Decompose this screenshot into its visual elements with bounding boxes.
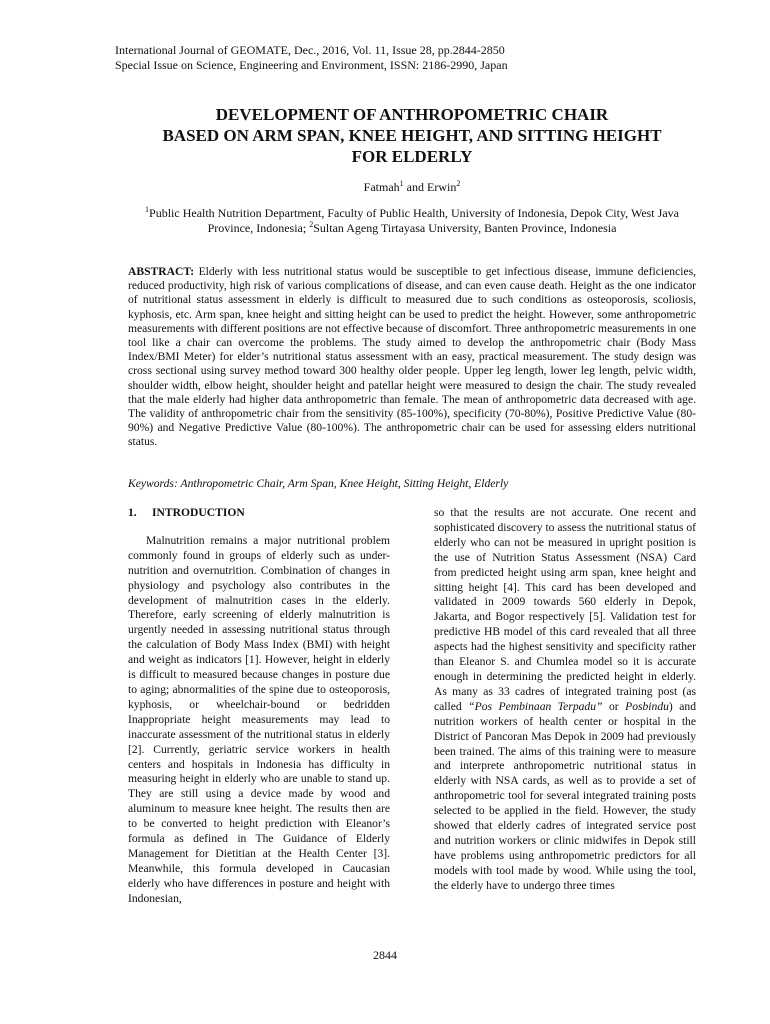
right-text-part-1: so that the results are not accurate. One recent and sophisticated discovery to assess the nutritional status of elderly who can not be measured in upright position is the use of Nutrition Status Assessment (NSA) Card from predicted height using arm span, knee height and sitting height [4]. This card has been developed and validated in 2009 towards 560 elderly in Depok, Jakarta, and Bogor respectively [5]. Validation test for predictive HB model of this card revealed that all three aspects had the highest sensitivity and specificity rather than Eleanor S. and Chumlea model so it is accurate enough in determining the predicted height in elderly. As many as 33 cadres of integrated training post (as called (434, 506, 696, 713)
right-italic-posbindu: Posbindu (625, 699, 669, 713)
journal-header (115, 43, 508, 73)
affil-1-text: Public Health Nutrition Department, Faculty of Public Health, University of Indonesia, Depok City, West Java Province, Indonesia; (149, 206, 679, 235)
journal-line-1: International Journal of GEOMATE, Dec., 2016, Vol. 11, Issue 28, pp.2844-2850 (115, 43, 505, 57)
abstract (128, 265, 696, 450)
affiliations (125, 206, 699, 236)
right-text-part-3: ) and nutrition workers of health center or hospital in the District of Pancoran Mas Depok in 2009 had previously been trained. The aims of this training were to measure and interprete anthropometric nutritional status in elderly with NSA cards, as well as to provide a set of anthropometric tool for several integrated training posts selected to be applied in the field. However, the study showed that elderly cadres of integrated service post and nutrition workers or clinic midwifes in Depok still have problems using anthropometric predictors for all models with tool made by wood. While using the tool, the elderly have to undergo three times (434, 699, 697, 892)
author-1: Fatmah (363, 180, 400, 194)
abstract-label: ABSTRACT: (128, 265, 195, 278)
title-line-3: FOR ELDERLY (351, 147, 473, 166)
affil-2-text: Sultan Ageng Tirtayasa University, Banten Province, Indonesia (313, 221, 617, 235)
author-1-affil-mark: 1 (399, 179, 404, 188)
intro-paragraph-left: Malnutrition remains a major nutritional problem commonly found in groups of elderly such as under-nutrition and overnutrition. Combination of changes in physiology and psychology also contributes in the development of malnutrition cases in the elderly. Therefore, early screening of elderly malnutrition is urgently needed in assessing nutritional status through the calculation of Body Mass Index (BMI) with height and weight as indicators [1]. However, height in elderly is difficult to measured because changes in posture due to aging; abnormalities of the spine due to osteoporosis, kyphosis, or wheelchair-bound or bedridden Inappropriate height measurements may lead to inaccurate assessment of the nutritional status in elderly [2]. Currently, geriatric service workers in health centers and hospitals in Indonesia has difficulty in measuring height in elderly who are unable to stand up. They are still using a device made by wood and aluminum to measure knee height. The results then are to be converted to height prediction with Eleanor’s formula as defined in The Guidance of Elderly Management for Dietitian at the Health Center [3]. Meanwhile, this formula developed in Caucasian elderly who have differences in posture and height with Indonesian, (128, 533, 390, 905)
author-2-affil-mark: 2 (456, 179, 461, 188)
left-column (128, 506, 390, 907)
affil-2-mark: 2 (309, 220, 314, 229)
keywords: Keywords: Anthropometric Chair, Arm Span, Knee Height, Sitting Height, Elderly (128, 477, 509, 490)
intro-paragraph-right (434, 506, 696, 894)
affil-1-mark: 1 (145, 205, 150, 214)
author-conjunction: and (403, 180, 427, 194)
paper-title (110, 104, 714, 167)
section-heading (128, 506, 390, 521)
page-number: 2844 (373, 948, 397, 962)
section-title: INTRODUCTION (152, 506, 245, 519)
title-line-1: DEVELOPMENT OF ANTHROPOMETRIC CHAIR (215, 105, 609, 124)
right-column (434, 506, 696, 894)
right-italic-pos-pembinaan: “Pos Pembinaan Terpadu” (468, 699, 603, 713)
section-number: 1. (128, 506, 137, 519)
right-text-part-2: or (602, 699, 626, 713)
author-2: Erwin (427, 180, 457, 194)
journal-line-2: Special Issue on Science, Engineering and Environment, ISSN: 2186-2990, Japan (115, 58, 508, 72)
title-line-2: BASED ON ARM SPAN, KNEE HEIGHT, AND SITTING HEIGHT (162, 126, 662, 145)
author-list (110, 180, 714, 195)
abstract-text: Elderly with less nutritional status would be susceptible to get infectious disease, immune deficiencies, reduced productivity, high risk of various complications of disease, and can even cause death. Height as the one indicator of nutritional status assessment in elderly is difficult to measured due to such conditions as osteoporosis, scoliosis, kyphosis, etc. Arm span, knee height and sitting height can be used to predict the height. However, some anthropometric measurements with different positions are not effective because of discomfort. Three anthropometric measurements in one tool like a chair can overcome the problems. The study aimed to develop the anthropometric chair (Body Mass Index/BMI Meter) for elder’s nutritional status assessment with an easy, practical measurement. The study design was cross sectional using survey method toward 300 healthy older people. Upper leg length, lower leg length, pelvic width, shoulder width, elbow height, shoulder height and patellar height were measured to design the chair. The study revealed that the male elderly had higher data anthropometric than female. The mean of anthropometric data decreased with age. The validity of anthropometric chair from the sensitivity (85-100%), specificity (70-80%), Positive Predictive Value (80-90%) and Negative Predictive Value (80-100%). The anthropometric chair can be used for assessing elders nutritional status. (128, 265, 696, 449)
